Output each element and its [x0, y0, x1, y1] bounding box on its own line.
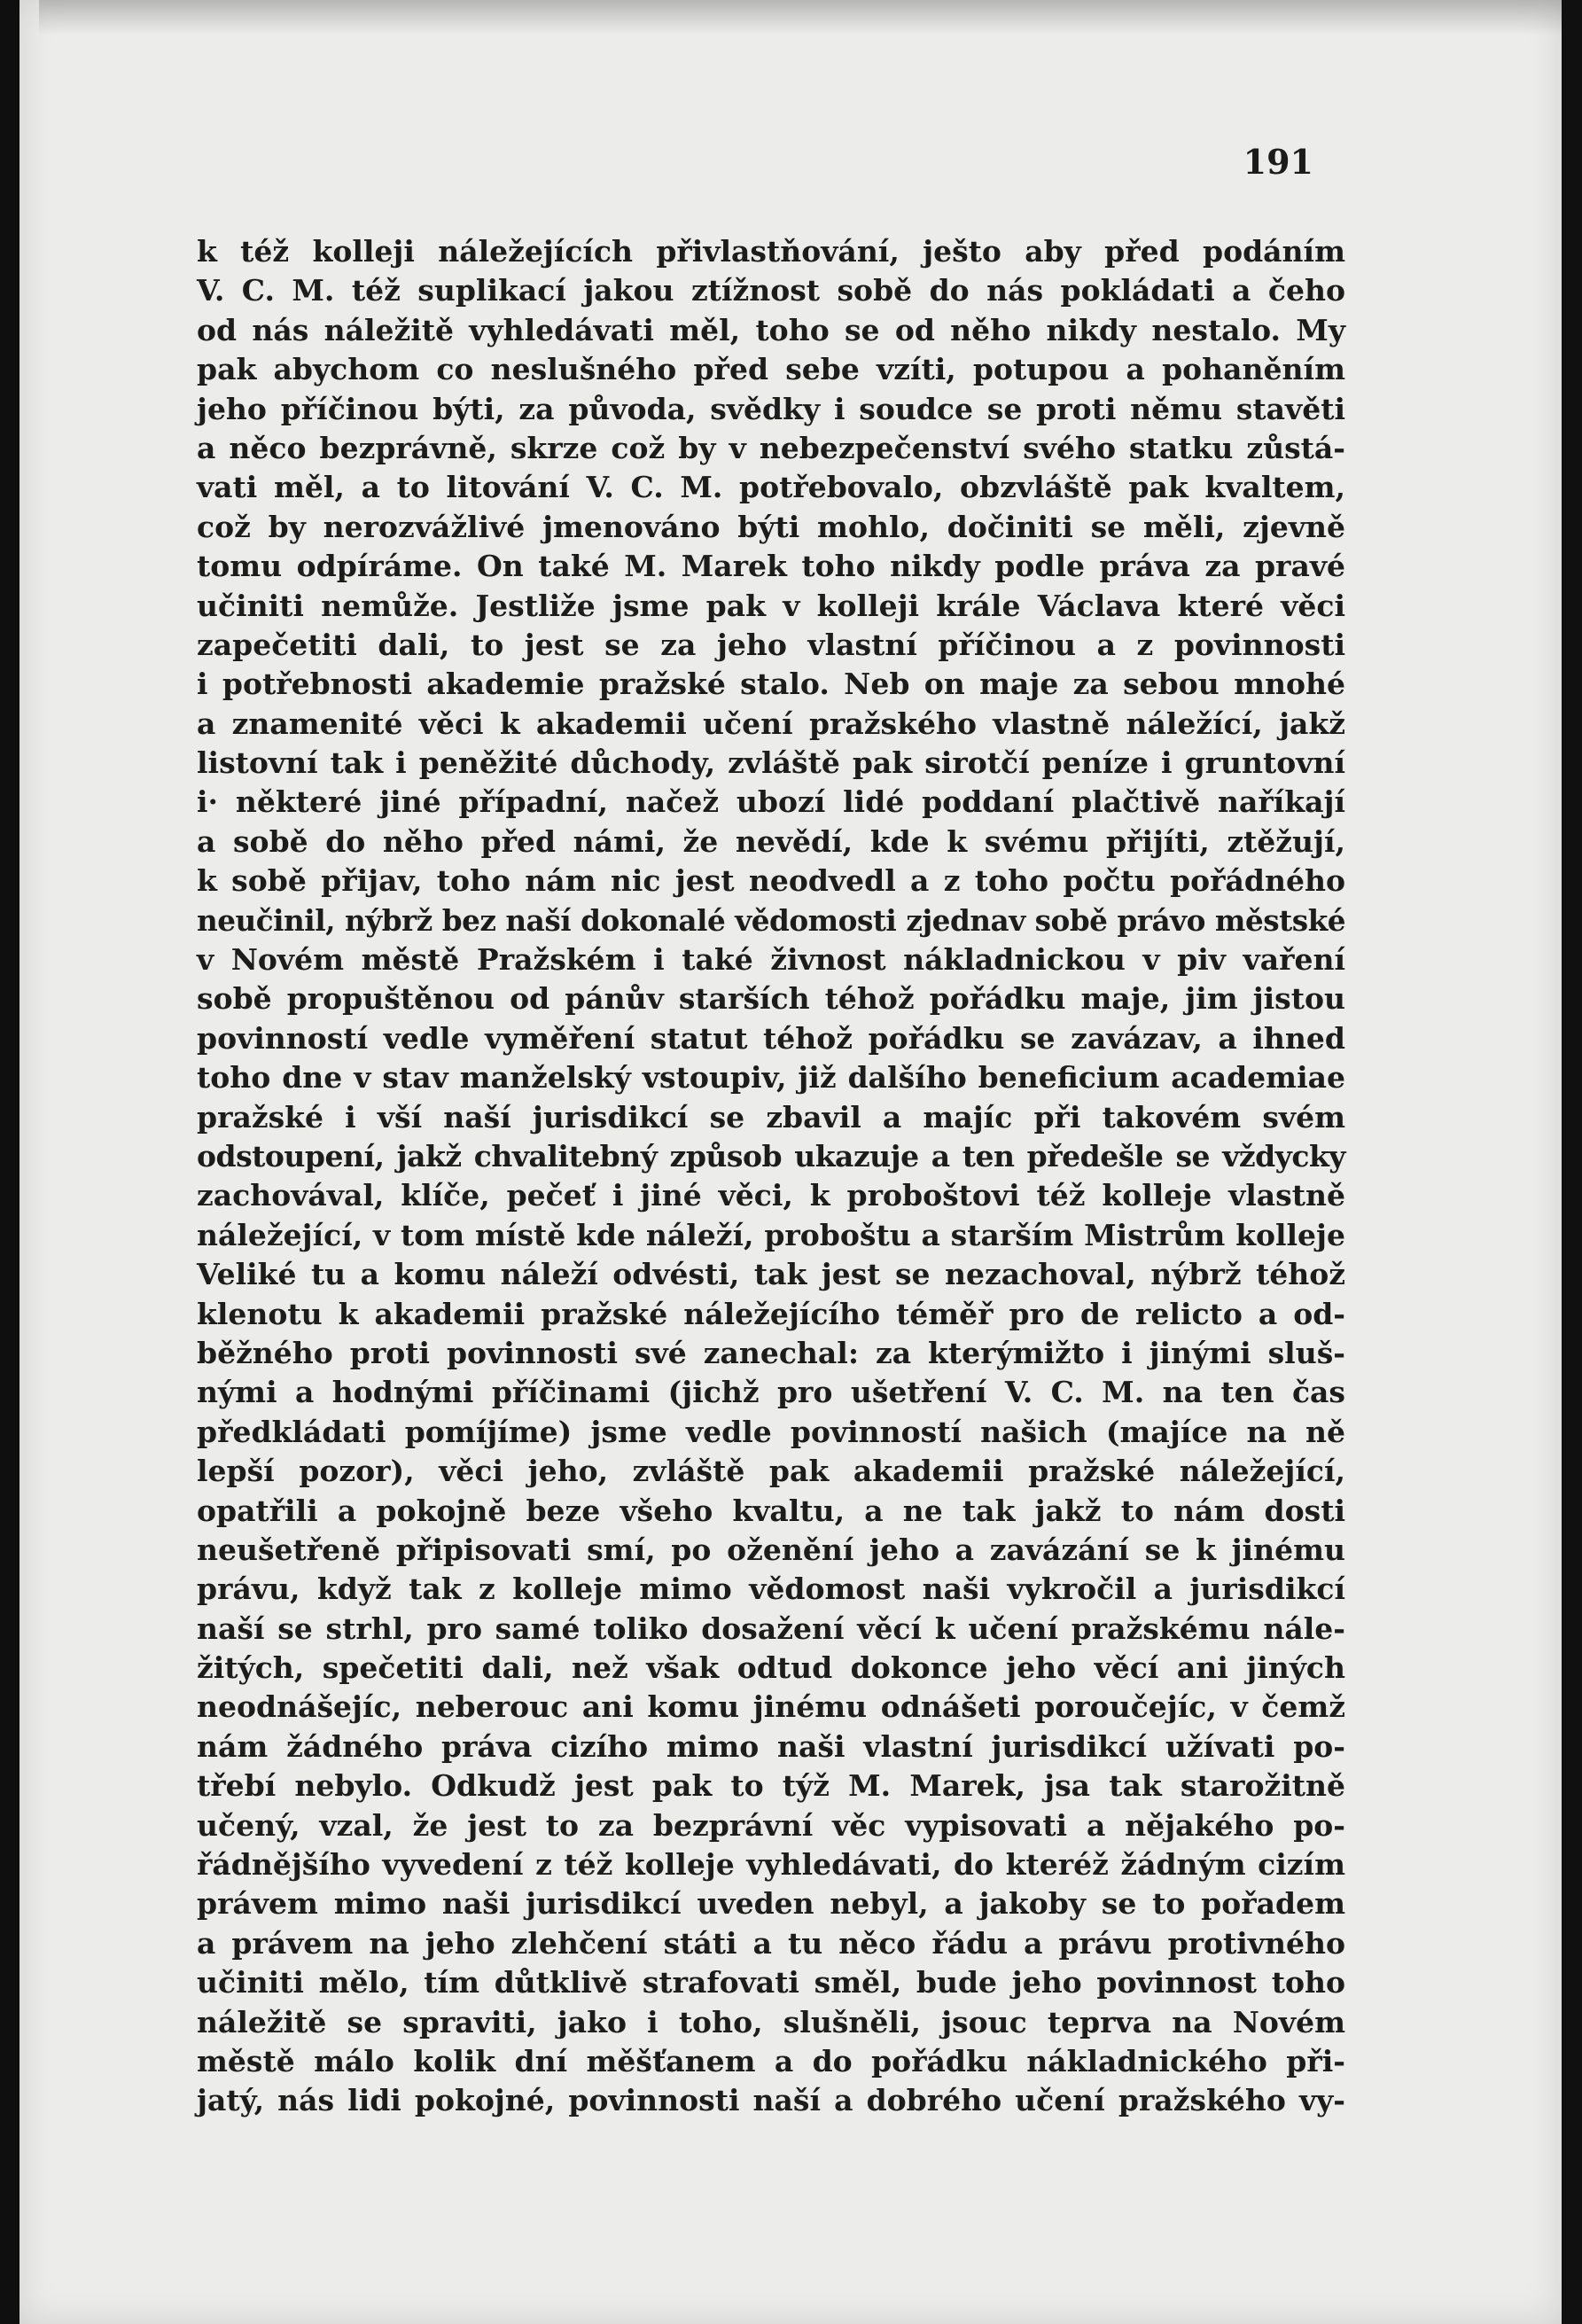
- text-line: toho dne v stav manželský vstoupiv, již dalšího beneficium academiae: [197, 1060, 1345, 1096]
- text-line: učiniti mělo, tím důtklivě strafovati směl, bude jeho povinnost toho: [197, 1965, 1345, 2000]
- text-line: řádnějšího vyvedení z též kolleje vyhledávati, do kteréž žádným cizím: [197, 1847, 1345, 1883]
- text-line: Veliké tu a komu náleží odvésti, tak jest se nezachoval, nýbrž téhož: [197, 1257, 1345, 1292]
- text-line: jatý, nás lidi pokojné, povinnosti naší a dobrého učení pražského vy-: [197, 2083, 1345, 2118]
- text-line: právu, když tak z kolleje mimo vědomost naši vykročil a jurisdikcí: [197, 1571, 1345, 1607]
- page-shadow: [39, 0, 1581, 35]
- text-line: V. C. M. též suplikací jakou ztížnost sobě do nás pokládati a čeho: [197, 273, 1345, 308]
- text-line: zapečetiti dali, to jest se za jeho vlastní příčinou a z povinnosti: [197, 627, 1345, 662]
- text-line: nými a hodnými příčinami (jichž pro ušetření V. C. M. na ten čas: [197, 1375, 1345, 1410]
- text-line: městě málo kolik dní měšťanem a do pořádku nákladnického při-: [197, 2043, 1345, 2078]
- text-line: neušetřeně připisovati smí, po oženění jeho a zavázání se k jinému: [197, 1532, 1345, 1567]
- text-line: listovní tak i peněžité důchody, zvláště pak sirotčí peníze i gruntovní: [197, 745, 1345, 781]
- text-line: pražské i vší naší jurisdikcí se zbavil a majíc při takovém svém: [197, 1099, 1345, 1135]
- text-line: neučinil, nýbrž bez naší dokonalé vědomosti zjednav sobě právo městské: [197, 902, 1345, 938]
- text-line: a znamenité věci k akademii učení pražského vlastně náležící, jakž: [197, 706, 1345, 741]
- text-line: naší se strhl, pro samé toliko dosažení věcí k učení pražskému nále-: [197, 1610, 1345, 1646]
- text-line: sobě propuštěnou od pánův starších téhož pořádku maje, jim jistou: [197, 981, 1345, 1017]
- text-line: a sobě do něho před námi, že nevědí, kde k svému přijíti, ztěžují,: [197, 823, 1345, 859]
- text-line: a právem na jeho zlehčení státi a tu něco řádu a právu protivného: [197, 1925, 1345, 1961]
- text-line: žitých, spečetiti dali, než však odtud dokonce jeho věcí ani jiných: [197, 1650, 1345, 1686]
- text-line: jeho příčinou býti, za původa, svědky i soudce se proti němu stavěti: [197, 391, 1345, 426]
- text-line: i potřebnosti akademie pražské stalo. Neb on maje za sebou mnohé: [197, 667, 1345, 702]
- text-line: povinností vedle vyměření statut téhož pořádku se zavázav, a ihned: [197, 1020, 1345, 1056]
- text-line: i· některé jiné případní, načež ubozí lidé poddaní plačtivě naříkají: [197, 784, 1345, 820]
- text-line: předkládati pomíjíme) jsme vedle povinností našich (majíce na ně: [197, 1414, 1345, 1449]
- text-line: opatřili a pokojně beze všeho kvaltu, a ne tak jakž to nám dosti: [197, 1493, 1345, 1528]
- text-line: v Novém městě Pražském i také živnost nákladnickou v piv vaření: [197, 942, 1345, 978]
- text-line: běžného proti povinnosti své zanechal: za kterýmižto i jinými sluš-: [197, 1335, 1345, 1370]
- text-line: pak abychom co neslušného před sebe vzíti, potupou a pohaněním: [197, 352, 1345, 387]
- text-line: neodnášejíc, neberouc ani komu jinému odnášeti poroučejíc, v čemž: [197, 1689, 1345, 1725]
- scan-edge-left: [0, 0, 19, 2324]
- text-line: náležející, v tom místě kde náleží, proboštu a starším Mistrům kolleje: [197, 1217, 1345, 1252]
- text-line: vati měl, a to litování V. C. M. potřebovalo, obzvláště pak kvaltem,: [197, 470, 1345, 505]
- text-line: k též kolleji náležejících přivlastňování, ješto aby před podáním: [197, 234, 1345, 269]
- text-line: tomu odpíráme. On také M. Marek toho nikdy podle práva za pravé: [197, 549, 1345, 584]
- text-line: klenotu k akademii pražské náležejícího téměř pro de relicto a od-: [197, 1296, 1345, 1331]
- text-line: právem mimo naši jurisdikcí uveden nebyl, a jakoby se to pořadem: [197, 1886, 1345, 1922]
- text-line: od nás náležitě vyhledávati měl, toho se od něho nikdy nestalo. My: [197, 312, 1345, 347]
- body-text: [197, 232, 1345, 2121]
- page-number: 191: [1243, 142, 1313, 182]
- book-page: [19, 0, 1562, 2324]
- text-line: nám žádného práva cizího mimo naši vlastní jurisdikcí užívati po-: [197, 1728, 1345, 1764]
- text-line: třebí nebylo. Odkudž jest pak to týž M. Marek, jsa tak starožitně: [197, 1768, 1345, 1804]
- text-line: učený, vzal, že jest to za bezprávní věc vypisovati a nějakého po-: [197, 1807, 1345, 1843]
- text-line: a něco bezprávně, skrze což by v nebezpečenství svého statku zůstá-: [197, 430, 1345, 465]
- text-line: zachovával, klíče, pečeť i jiné věci, k proboštovi též kolleje vlastně: [197, 1178, 1345, 1213]
- text-line: lepší pozor), věci jeho, zvláště pak akademii pražské náležející,: [197, 1454, 1345, 1489]
- text-line: k sobě přijav, toho nám nic jest neodvedl a z toho počtu pořádného: [197, 863, 1345, 899]
- text-line: což by nerozvážlivé jmenováno býti mohlo, dočiniti se měli, zjevně: [197, 509, 1345, 544]
- text-line: odstoupení, jakž chvalitebný způsob ukazuje a ten předešle se vždycky: [197, 1138, 1345, 1174]
- scan-edge-right: [1562, 0, 1582, 2324]
- text-line: učiniti nemůže. Jestliže jsme pak v kolleji krále Václava které věci: [197, 588, 1345, 623]
- text-line: náležitě se spraviti, jako i toho, slušněli, jsouc teprva na Novém: [197, 2004, 1345, 2039]
